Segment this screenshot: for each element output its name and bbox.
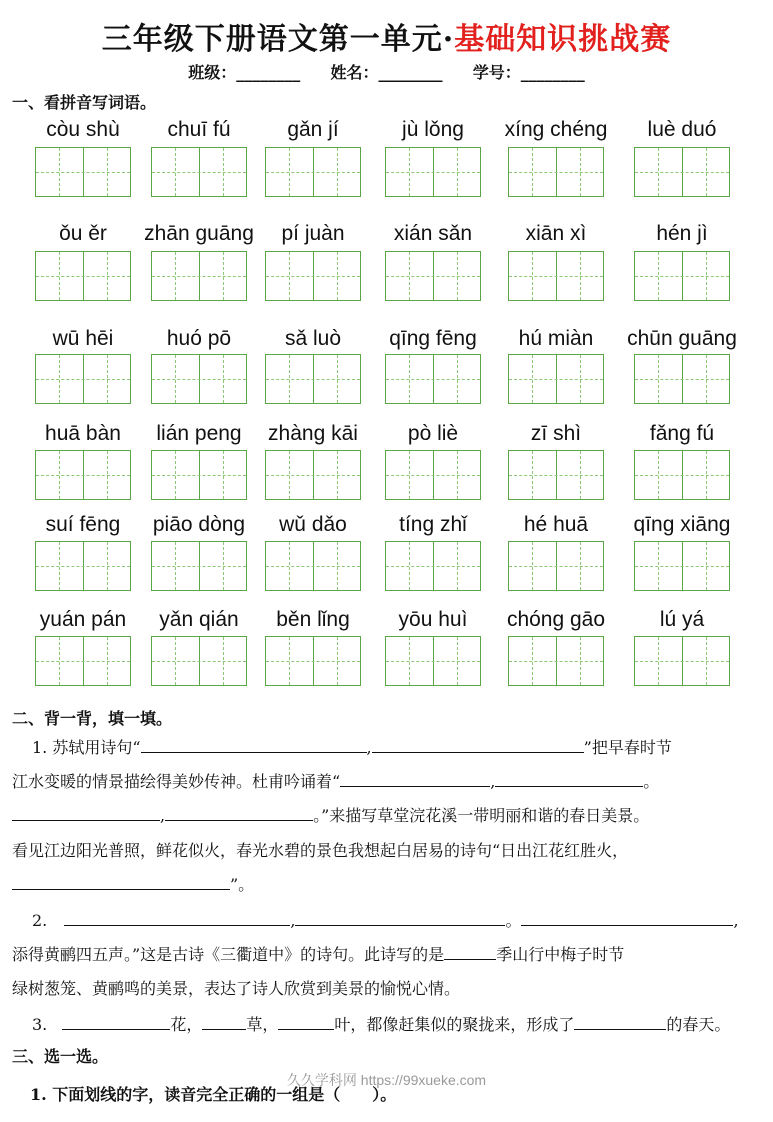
writing-grid[interactable] <box>508 450 604 500</box>
grid-guide-line <box>107 637 108 685</box>
q3-blank-2[interactable] <box>202 1009 246 1030</box>
watermark: 久久学科网 https://99xueke.com <box>286 1072 487 1088</box>
title-highlight: 基础知识挑战赛 <box>454 22 672 57</box>
grid-guide-line <box>289 542 290 590</box>
pinyin-label: yuán pán <box>39 608 127 631</box>
pinyin-label: piāo dòng <box>152 513 246 536</box>
writing-grid[interactable] <box>634 541 730 591</box>
writing-grid[interactable] <box>35 354 131 404</box>
grid-guide-line <box>337 355 338 403</box>
pinyin-label: běn lǐng <box>276 608 350 631</box>
pinyin-label: sǎ luò <box>284 327 342 350</box>
q2-blank-2[interactable] <box>295 905 505 926</box>
grid-guide-line <box>457 451 458 499</box>
grid-guide-line <box>175 451 176 499</box>
grid-guide-line <box>223 252 224 300</box>
grid-guide-line <box>223 355 224 403</box>
grid-guide-line <box>386 276 480 277</box>
writing-grid[interactable] <box>385 541 481 591</box>
grid-guide-line <box>289 637 290 685</box>
pinyin-label: jù lǒng <box>402 118 464 141</box>
page-title <box>0 14 773 58</box>
grid-guide-line <box>409 252 410 300</box>
q1-text-e: 看见江边阳光普照，鲜花似火，春光水碧的景色我想起白居易的诗句“日出江花红胜火， <box>12 841 629 860</box>
grid-guide-line <box>658 148 659 196</box>
q3-text-c: 叶，都像赶集似的聚拢来，形成了 <box>334 1015 575 1034</box>
grid-guide-line <box>152 566 246 567</box>
pinyin-label: hén jì <box>656 222 708 245</box>
grid-guide-line <box>36 379 130 380</box>
q3-line <box>12 1008 768 1042</box>
grid-guide-line <box>706 252 707 300</box>
grid-guide-line <box>223 451 224 499</box>
writing-grid[interactable] <box>151 147 247 197</box>
grid-guide-line <box>337 637 338 685</box>
grid-guide-line <box>223 148 224 196</box>
pinyin-label: qīng xiāng <box>633 513 731 536</box>
grid-guide-line <box>175 252 176 300</box>
q2-line3 <box>12 972 768 1006</box>
grid-guide-line <box>658 252 659 300</box>
grid-guide-line <box>59 542 60 590</box>
pinyin-label: chóng gāo <box>506 608 606 631</box>
q1-text-f: ”。 <box>230 875 255 894</box>
section2-heading: 二、背一背，填一填。 <box>12 709 173 728</box>
pinyin-label: qīng fēng <box>389 327 477 350</box>
pinyin-label: gǎn jí <box>287 118 339 141</box>
q2-blank-season[interactable] <box>444 939 496 960</box>
writing-grid[interactable] <box>385 251 481 301</box>
grid-guide-line <box>175 542 176 590</box>
grid-guide-line <box>509 172 603 173</box>
grid-guide-line <box>266 475 360 476</box>
writing-grid[interactable] <box>35 147 131 197</box>
writing-grid[interactable] <box>508 147 604 197</box>
grid-guide-line <box>266 172 360 173</box>
q2-text-b: 季山行中梅子时节 <box>496 945 625 964</box>
pinyin-label: yōu huì <box>398 608 468 631</box>
q3-blank-3[interactable] <box>278 1009 334 1030</box>
q2-line1: 2. , 。 , <box>12 904 768 938</box>
grid-guide-line <box>175 148 176 196</box>
section3-q1: 1. 下面划线的字，读音完全正确的一组是（ ）。 <box>30 1085 397 1104</box>
grid-guide-line <box>509 379 603 380</box>
writing-grid[interactable] <box>385 354 481 404</box>
grid-guide-line <box>706 542 707 590</box>
class-field[interactable]: 班级：________ <box>188 63 301 82</box>
grid-guide-line <box>175 637 176 685</box>
grid-guide-line <box>706 355 707 403</box>
q1-blank-2[interactable] <box>372 732 584 753</box>
grid-guide-line <box>266 566 360 567</box>
grid-guide-line <box>36 172 130 173</box>
writing-grid[interactable] <box>265 636 361 686</box>
q3-text-d: 的春天。 <box>666 1015 731 1034</box>
grid-guide-line <box>337 148 338 196</box>
q3-blank-1[interactable] <box>62 1009 170 1030</box>
grid-guide-line <box>457 355 458 403</box>
pinyin-label: lián peng <box>156 422 242 445</box>
q2-number: 2. <box>32 911 48 930</box>
grid-guide-line <box>386 661 480 662</box>
grid-guide-line <box>223 637 224 685</box>
writing-grid[interactable] <box>35 450 131 500</box>
pinyin-label: xiān xì <box>525 222 587 245</box>
writing-grid[interactable] <box>385 450 481 500</box>
pinyin-label: hú miàn <box>518 327 594 350</box>
grid-guide-line <box>532 542 533 590</box>
writing-grid[interactable] <box>508 541 604 591</box>
pinyin-label: zī shì <box>530 422 582 445</box>
grid-guide-line <box>337 542 338 590</box>
grid-guide-line <box>409 355 410 403</box>
grid-guide-line <box>152 475 246 476</box>
q1-text-b: ”把早春时节 <box>583 738 672 757</box>
grid-guide-line <box>532 252 533 300</box>
writing-grid[interactable] <box>634 251 730 301</box>
grid-guide-line <box>509 276 603 277</box>
grid-guide-line <box>635 661 729 662</box>
grid-guide-line <box>386 566 480 567</box>
grid-guide-line <box>152 276 246 277</box>
q2-text-c: 绿树葱笼、黄鹂鸣的美景，表达了诗人欣赏到美景的愉悦心情。 <box>12 979 461 998</box>
grid-guide-line <box>457 148 458 196</box>
grid-guide-line <box>107 148 108 196</box>
writing-grid[interactable] <box>508 636 604 686</box>
grid-guide-line <box>337 451 338 499</box>
q1-text-c: 江水变暖的情景描绘得美妙传神。杜甫吟诵着“ <box>12 772 341 791</box>
writing-grid[interactable] <box>508 251 604 301</box>
grid-guide-line <box>289 148 290 196</box>
grid-guide-line <box>36 661 130 662</box>
q1-line3: , 。”来描写草堂浣花溪一带明丽和谐的春日美景。 <box>12 799 768 833</box>
pinyin-label: huó pō <box>166 327 232 350</box>
grid-guide-line <box>59 355 60 403</box>
grid-guide-line <box>532 355 533 403</box>
grid-guide-line <box>457 637 458 685</box>
grid-guide-line <box>266 379 360 380</box>
pinyin-label: còu shù <box>46 118 120 141</box>
title-main: 三年级下册语文第一单元· <box>101 22 455 57</box>
pinyin-label: pò liè <box>407 422 459 445</box>
q1-line1: 1. 苏轼用诗句“ , ”把早春时节 <box>12 731 768 765</box>
grid-guide-line <box>706 451 707 499</box>
grid-guide-line <box>152 379 246 380</box>
grid-guide-line <box>107 542 108 590</box>
grid-guide-line <box>36 475 130 476</box>
grid-guide-line <box>635 276 729 277</box>
q1-line5 <box>12 868 768 902</box>
q3-text-a: 花， <box>170 1015 203 1034</box>
grid-guide-line <box>59 252 60 300</box>
q2-text-a: 添得黄鹂四五声。”这是古诗《三衢道中》的诗句。此诗写的是 <box>12 945 445 964</box>
pinyin-label: chuī fú <box>167 118 231 141</box>
pinyin-label: ǒu ěr <box>59 222 107 245</box>
grid-guide-line <box>658 355 659 403</box>
pinyin-label: zhàng kāi <box>268 422 358 445</box>
pinyin-label: suí fēng <box>45 513 121 536</box>
number-field[interactable]: 学号：________ <box>472 63 585 82</box>
q1-number: 1. <box>32 738 48 757</box>
grid-guide-line <box>532 637 533 685</box>
pinyin-label: yǎn qián <box>159 608 239 631</box>
writing-grid[interactable] <box>265 354 361 404</box>
grid-guide-line <box>580 451 581 499</box>
grid-guide-line <box>635 475 729 476</box>
grid-guide-line <box>580 148 581 196</box>
grid-guide-line <box>386 475 480 476</box>
grid-guide-line <box>658 451 659 499</box>
writing-grid[interactable] <box>151 636 247 686</box>
pinyin-label: hé huā <box>523 513 589 536</box>
q2-blank-1[interactable] <box>64 905 290 926</box>
pinyin-label: tíng zhǐ <box>399 513 467 536</box>
q1-blank-6[interactable] <box>165 800 313 821</box>
grid-guide-line <box>266 276 360 277</box>
writing-grid[interactable] <box>151 251 247 301</box>
pinyin-label: zhān guāng <box>144 222 254 245</box>
q3-blank-4[interactable] <box>574 1009 666 1030</box>
q2-blank-3[interactable] <box>521 905 733 926</box>
writing-grid[interactable] <box>151 354 247 404</box>
grid-guide-line <box>635 379 729 380</box>
grid-guide-line <box>580 355 581 403</box>
grid-guide-line <box>457 252 458 300</box>
writing-grid[interactable] <box>265 541 361 591</box>
grid-guide-line <box>409 637 410 685</box>
pinyin-label: xíng chéng <box>504 118 608 141</box>
q1-text-a: 苏轼用诗句“ <box>52 738 141 757</box>
writing-grid[interactable] <box>35 636 131 686</box>
grid-guide-line <box>59 451 60 499</box>
writing-grid[interactable] <box>385 147 481 197</box>
grid-guide-line <box>289 355 290 403</box>
grid-guide-line <box>580 252 581 300</box>
pinyin-label: lú yá <box>659 608 705 631</box>
q1-text-d: 。”来描写草堂浣花溪一带明丽和谐的春日美景。 <box>313 806 650 825</box>
pinyin-label: fǎng fú <box>649 422 715 445</box>
grid-guide-line <box>152 172 246 173</box>
grid-guide-line <box>457 542 458 590</box>
writing-grid[interactable] <box>265 251 361 301</box>
q2-line2 <box>12 938 768 972</box>
section3-heading: 三、选一选。 <box>12 1047 109 1066</box>
pinyin-label: xián sǎn <box>393 222 473 245</box>
writing-grid[interactable] <box>35 541 131 591</box>
section1-heading: 一、看拼音写词语。 <box>12 93 157 112</box>
q1-blank-1[interactable] <box>141 732 367 753</box>
grid-guide-line <box>36 566 130 567</box>
name-field[interactable]: 姓名：________ <box>330 63 443 82</box>
q3-text-b: 草， <box>246 1015 279 1034</box>
grid-guide-line <box>409 542 410 590</box>
q1-blank-4[interactable] <box>495 766 643 787</box>
grid-guide-line <box>289 451 290 499</box>
grid-guide-line <box>152 661 246 662</box>
q1-line2: 江水变暖的情景描绘得美妙传神。杜甫吟诵着“ , 。 <box>12 765 768 799</box>
pinyin-label: huā bàn <box>45 422 121 445</box>
grid-guide-line <box>658 637 659 685</box>
writing-grid[interactable] <box>634 636 730 686</box>
q1-line4 <box>12 834 768 868</box>
q1-blank-7[interactable] <box>12 869 230 890</box>
pinyin-label: chūn guāng <box>627 327 737 350</box>
grid-guide-line <box>635 566 729 567</box>
grid-guide-line <box>289 252 290 300</box>
q1-blank-3[interactable] <box>340 766 490 787</box>
grid-guide-line <box>36 276 130 277</box>
grid-guide-line <box>509 566 603 567</box>
grid-guide-line <box>658 542 659 590</box>
q3-number: 3. <box>32 1015 48 1034</box>
q1-blank-5[interactable] <box>12 800 160 821</box>
grid-guide-line <box>580 542 581 590</box>
grid-guide-line <box>107 451 108 499</box>
pinyin-label: wǔ dǎo <box>279 513 347 536</box>
grid-guide-line <box>175 355 176 403</box>
writing-grid[interactable] <box>634 450 730 500</box>
grid-guide-line <box>386 379 480 380</box>
grid-guide-line <box>532 148 533 196</box>
writing-grid[interactable] <box>634 354 730 404</box>
grid-guide-line <box>107 252 108 300</box>
writing-grid[interactable] <box>35 251 131 301</box>
pinyin-label: wū hēi <box>52 327 114 350</box>
grid-guide-line <box>509 661 603 662</box>
writing-grid[interactable] <box>265 450 361 500</box>
grid-guide-line <box>59 637 60 685</box>
writing-grid[interactable] <box>634 147 730 197</box>
grid-guide-line <box>266 661 360 662</box>
grid-guide-line <box>580 637 581 685</box>
student-info-line <box>0 60 773 83</box>
writing-grid[interactable] <box>151 450 247 500</box>
writing-grid[interactable] <box>508 354 604 404</box>
grid-guide-line <box>409 148 410 196</box>
pinyin-label: luè duó <box>647 118 717 141</box>
grid-guide-line <box>706 637 707 685</box>
writing-grid[interactable] <box>265 147 361 197</box>
grid-guide-line <box>532 451 533 499</box>
grid-guide-line <box>59 148 60 196</box>
pinyin-label: pí juàn <box>281 222 345 245</box>
grid-guide-line <box>509 475 603 476</box>
grid-guide-line <box>706 148 707 196</box>
grid-guide-line <box>223 542 224 590</box>
writing-grid[interactable] <box>385 636 481 686</box>
grid-guide-line <box>107 355 108 403</box>
writing-grid[interactable] <box>151 541 247 591</box>
grid-guide-line <box>386 172 480 173</box>
grid-guide-line <box>409 451 410 499</box>
grid-guide-line <box>337 252 338 300</box>
grid-guide-line <box>635 172 729 173</box>
